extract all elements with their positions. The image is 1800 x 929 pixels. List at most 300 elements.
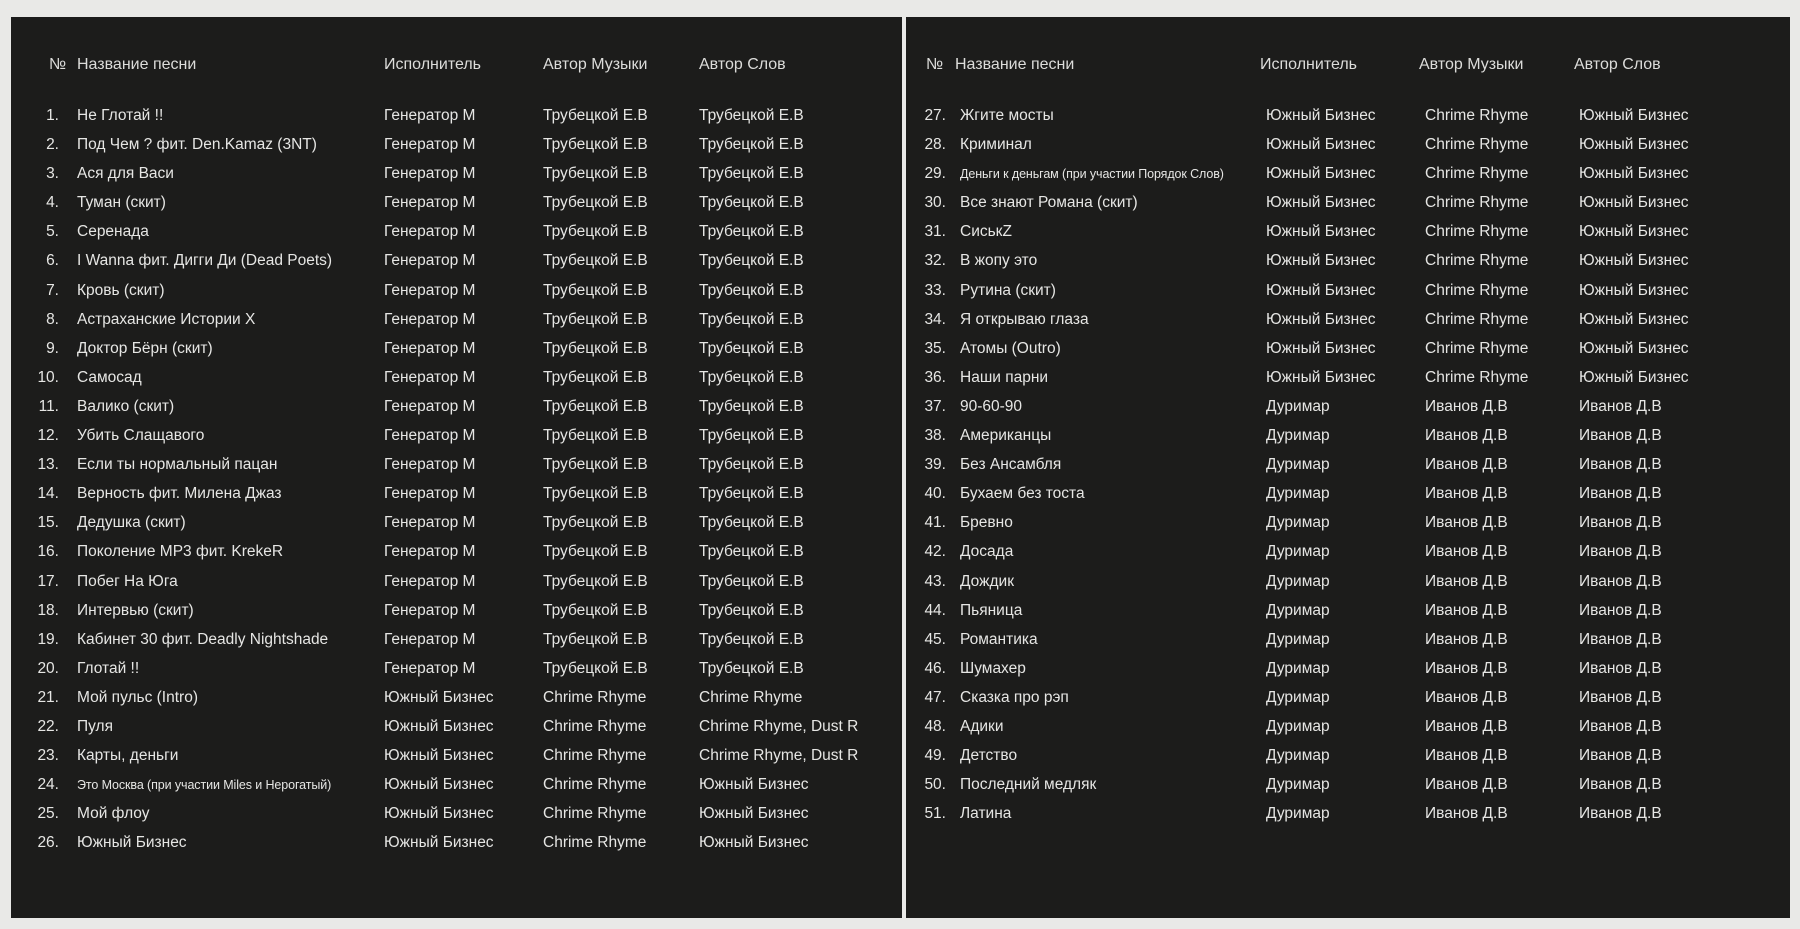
track-music-author: Иванов Д.В xyxy=(1425,397,1508,415)
header-number: № xyxy=(926,56,944,73)
track-lyrics-author: Южный Бизнес xyxy=(699,805,809,823)
track-number: 35. xyxy=(924,339,946,357)
track-row xyxy=(11,193,902,222)
track-lyrics-author: Трубецкой Е.В xyxy=(699,281,804,299)
track-music-author: Chrime Rhyme xyxy=(1425,107,1529,124)
track-row xyxy=(11,542,902,571)
track-row xyxy=(11,455,902,484)
track-music-author: Иванов Д.В xyxy=(1425,427,1508,445)
track-lyrics-author: Трубецкой Е.В xyxy=(699,194,804,212)
track-row xyxy=(11,717,902,746)
track-number: 16. xyxy=(37,543,59,561)
track-title: Дождик xyxy=(960,572,1014,590)
track-title: Я открываю глаза xyxy=(960,310,1089,328)
track-artist: Дуримар xyxy=(1266,717,1330,735)
track-title: Бухаем без тоста xyxy=(960,485,1085,503)
track-lyrics-author: Трубецкой Е.В xyxy=(699,107,804,124)
track-row xyxy=(906,281,1790,310)
track-number: 49. xyxy=(924,747,946,765)
track-music-author: Chrime Rhyme xyxy=(1425,281,1529,299)
track-title: Криминал xyxy=(960,136,1032,154)
track-artist: Южный Бизнес xyxy=(1266,194,1376,212)
track-number: 10. xyxy=(37,368,59,386)
track-music-author: Chrime Rhyme xyxy=(543,805,647,823)
track-title: Дедушка (скит) xyxy=(77,514,186,532)
track-lyrics-author: Трубецкой Е.В xyxy=(699,368,804,386)
track-title: Доктор Бёрн (скит) xyxy=(77,339,213,357)
track-artist: Южный Бизнес xyxy=(1266,136,1376,154)
track-title: Мой флоу xyxy=(77,805,150,823)
track-lyrics-author: Трубецкой Е.В xyxy=(699,339,804,357)
track-row xyxy=(906,106,1790,135)
track-title: Под Чем ? фит. Den.Kamaz (3NT) xyxy=(77,136,317,154)
track-row xyxy=(11,775,902,804)
track-title: Побег На Юга xyxy=(77,572,178,590)
track-number: 45. xyxy=(924,630,946,648)
track-row xyxy=(11,281,902,310)
track-number: 38. xyxy=(924,427,946,445)
track-music-author: Трубецкой Е.В xyxy=(543,630,648,648)
track-artist: Южный Бизнес xyxy=(1266,223,1376,241)
track-row xyxy=(11,630,902,659)
track-music-author: Chrime Rhyme xyxy=(543,688,647,706)
track-row xyxy=(906,251,1790,280)
track-row xyxy=(11,833,902,862)
track-artist: Южный Бизнес xyxy=(1266,368,1376,386)
track-number: 19. xyxy=(37,630,59,648)
track-music-author: Chrime Rhyme xyxy=(1425,252,1529,270)
track-music-author: Chrime Rhyme xyxy=(1425,368,1529,386)
track-lyrics-author: Иванов Д.В xyxy=(1579,659,1662,677)
track-row xyxy=(906,339,1790,368)
track-artist: Генератор М xyxy=(384,368,476,386)
track-lyrics-author: Иванов Д.В xyxy=(1579,572,1662,590)
track-music-author: Трубецкой Е.В xyxy=(543,427,648,445)
track-artist: Дуримар xyxy=(1266,485,1330,503)
track-artist: Генератор М xyxy=(384,397,476,415)
track-artist: Южный Бизнес xyxy=(384,776,494,794)
track-number: 40. xyxy=(924,485,946,503)
track-artist: Генератор М xyxy=(384,194,476,212)
track-lyrics-author: Южный Бизнес xyxy=(1579,368,1689,386)
track-music-author: Chrime Rhyme xyxy=(543,747,647,765)
track-row xyxy=(906,455,1790,484)
track-music-author: Chrime Rhyme xyxy=(1425,223,1529,241)
track-music-author: Трубецкой Е.В xyxy=(543,339,648,357)
track-artist: Южный Бизнес xyxy=(1266,339,1376,357)
track-title: Латина xyxy=(960,805,1012,823)
track-number: 39. xyxy=(924,456,946,474)
track-lyrics-author: Иванов Д.В xyxy=(1579,514,1662,532)
track-number: 1. xyxy=(46,107,59,124)
track-music-author: Трубецкой Е.В xyxy=(543,165,648,183)
track-title: Самосад xyxy=(77,368,142,386)
track-artist: Южный Бизнес xyxy=(1266,281,1376,299)
track-music-author: Трубецкой Е.В xyxy=(543,107,648,124)
track-lyrics-author: Южный Бизнес xyxy=(699,776,809,794)
track-number: 20. xyxy=(37,659,59,677)
track-artist: Дуримар xyxy=(1266,630,1330,648)
track-music-author: Chrime Rhyme xyxy=(543,776,647,794)
track-row xyxy=(906,164,1790,193)
track-artist: Генератор М xyxy=(384,136,476,154)
track-lyrics-author: Иванов Д.В xyxy=(1579,805,1662,823)
track-number: 41. xyxy=(924,514,946,532)
track-title: Убить Слащавого xyxy=(77,427,205,445)
track-number: 50. xyxy=(924,776,946,794)
track-artist: Дуримар xyxy=(1266,514,1330,532)
track-lyrics-author: Иванов Д.В xyxy=(1579,456,1662,474)
track-number: 51. xyxy=(924,805,946,823)
track-lyrics-author: Chrime Rhyme, Dust R xyxy=(699,717,859,735)
track-row xyxy=(11,659,902,688)
track-row xyxy=(11,339,902,368)
track-artist: Южный Бизнес xyxy=(384,717,494,735)
header-song-title: Название песни xyxy=(77,56,197,73)
track-row xyxy=(11,484,902,513)
track-artist: Дуримар xyxy=(1266,805,1330,823)
track-title: Сказка про рэп xyxy=(960,688,1069,706)
track-lyrics-author: Chrime Rhyme, Dust R xyxy=(699,747,859,765)
track-row xyxy=(906,426,1790,455)
track-lyrics-author: Иванов Д.В xyxy=(1579,717,1662,735)
track-row xyxy=(11,397,902,426)
track-number: 2. xyxy=(46,136,59,154)
track-lyrics-author: Иванов Д.В xyxy=(1579,543,1662,561)
track-music-author: Иванов Д.В xyxy=(1425,776,1508,794)
track-title: Романтика xyxy=(960,630,1038,648)
track-row xyxy=(11,513,902,542)
track-lyrics-author: Южный Бизнес xyxy=(1579,281,1689,299)
track-number: 22. xyxy=(37,717,59,735)
track-lyrics-author: Трубецкой Е.В xyxy=(699,310,804,328)
track-lyrics-author: Иванов Д.В xyxy=(1579,630,1662,648)
track-number: 15. xyxy=(37,514,59,532)
track-lyrics-author: Трубецкой Е.В xyxy=(699,572,804,590)
track-lyrics-author: Трубецкой Е.В xyxy=(699,514,804,532)
header-music-author: Автор Музыки xyxy=(1419,56,1524,73)
track-number: 18. xyxy=(37,601,59,619)
track-row xyxy=(11,368,902,397)
track-number: 37. xyxy=(924,397,946,415)
track-row xyxy=(906,775,1790,804)
track-title: Если ты нормальный пацан xyxy=(77,456,278,474)
track-music-author: Трубецкой Е.В xyxy=(543,194,648,212)
track-music-author: Иванов Д.В xyxy=(1425,688,1508,706)
track-row xyxy=(906,601,1790,630)
track-number: 32. xyxy=(924,252,946,270)
track-title: Туман (скит) xyxy=(77,194,166,212)
track-row xyxy=(11,688,902,717)
track-number: 4. xyxy=(46,194,59,212)
track-artist: Дуримар xyxy=(1266,776,1330,794)
track-number: 27. xyxy=(924,107,946,124)
track-music-author: Трубецкой Е.В xyxy=(543,368,648,386)
track-artist: Генератор М xyxy=(384,543,476,561)
track-music-author: Трубецкой Е.В xyxy=(543,223,648,241)
track-number: 24. xyxy=(37,776,59,794)
track-row xyxy=(11,746,902,775)
track-artist: Южный Бизнес xyxy=(384,688,494,706)
track-row xyxy=(906,222,1790,251)
track-title: Последний медляк xyxy=(960,776,1097,794)
header-artist: Исполнитель xyxy=(384,56,482,73)
track-title: Верность фит. Милена Джаз xyxy=(77,485,282,503)
track-lyrics-author: Иванов Д.В xyxy=(1579,747,1662,765)
track-music-author: Иванов Д.В xyxy=(1425,514,1508,532)
track-music-author: Chrime Rhyme xyxy=(1425,194,1529,212)
track-artist: Дуримар xyxy=(1266,543,1330,561)
track-artist: Дуримар xyxy=(1266,456,1330,474)
header-lyrics-author: Автор Слов xyxy=(1574,56,1661,73)
track-lyrics-author: Chrime Rhyme xyxy=(699,688,803,706)
track-title: Карты, деньги xyxy=(77,747,179,765)
track-row xyxy=(906,542,1790,571)
header-song-title: Название песни xyxy=(955,56,1075,73)
track-number: 33. xyxy=(924,281,946,299)
track-title: В жопу это xyxy=(960,252,1038,270)
track-artist: Генератор М xyxy=(384,485,476,503)
track-number: 34. xyxy=(924,310,946,328)
track-artist: Дуримар xyxy=(1266,688,1330,706)
track-music-author: Иванов Д.В xyxy=(1425,747,1508,765)
track-lyrics-author: Трубецкой Е.В xyxy=(699,456,804,474)
track-artist: Южный Бизнес xyxy=(1266,252,1376,270)
track-row xyxy=(906,630,1790,659)
track-lyrics-author: Трубецкой Е.В xyxy=(699,223,804,241)
track-artist: Южный Бизнес xyxy=(1266,165,1376,183)
track-music-author: Chrime Rhyme xyxy=(1425,165,1529,183)
track-music-author: Трубецкой Е.В xyxy=(543,485,648,503)
track-lyrics-author: Трубецкой Е.В xyxy=(699,543,804,561)
track-artist: Генератор М xyxy=(384,572,476,590)
track-number: 7. xyxy=(46,281,59,299)
track-lyrics-author: Трубецкой Е.В xyxy=(699,252,804,270)
track-number: 46. xyxy=(924,659,946,677)
track-lyrics-author: Южный Бизнес xyxy=(1579,223,1689,241)
track-title: Без Ансамбля xyxy=(960,456,1062,474)
track-artist: Дуримар xyxy=(1266,601,1330,619)
track-number: 25. xyxy=(37,805,59,823)
track-row xyxy=(906,484,1790,513)
track-music-author: Chrime Rhyme xyxy=(1425,339,1529,357)
track-music-author: Иванов Д.В xyxy=(1425,543,1508,561)
track-row xyxy=(906,193,1790,222)
track-artist: Дуримар xyxy=(1266,397,1330,415)
track-title: Мой пульс (Intro) xyxy=(77,688,198,706)
track-artist: Дуримар xyxy=(1266,572,1330,590)
track-number: 11. xyxy=(38,397,59,415)
track-title: Ася для Васи xyxy=(77,165,174,183)
booklet-right-page xyxy=(906,17,1790,918)
track-row xyxy=(906,746,1790,775)
track-title: Детство xyxy=(960,747,1018,765)
track-music-author: Иванов Д.В xyxy=(1425,456,1508,474)
track-artist: Генератор М xyxy=(384,281,476,299)
track-artist: Южный Бизнес xyxy=(1266,107,1376,124)
track-music-author: Трубецкой Е.В xyxy=(543,514,648,532)
track-row xyxy=(11,310,902,339)
track-artist: Дуримар xyxy=(1266,659,1330,677)
track-title: Это Москва (при участии Miles и Нерогатый) xyxy=(77,778,332,793)
track-artist: Генератор М xyxy=(384,659,476,677)
track-number: 9. xyxy=(46,339,59,357)
track-artist: Генератор М xyxy=(384,427,476,445)
track-row xyxy=(11,601,902,630)
track-row xyxy=(906,513,1790,542)
track-number: 30. xyxy=(924,194,946,212)
track-lyrics-author: Иванов Д.В xyxy=(1579,601,1662,619)
track-title: Атомы (Outro) xyxy=(960,339,1061,357)
track-lyrics-author: Южный Бизнес xyxy=(1579,194,1689,212)
track-music-author: Трубецкой Е.В xyxy=(543,252,648,270)
track-music-author: Иванов Д.В xyxy=(1425,572,1508,590)
track-row xyxy=(906,572,1790,601)
track-number: 44. xyxy=(924,601,946,619)
track-music-author: Иванов Д.В xyxy=(1425,659,1508,677)
track-lyrics-author: Южный Бизнес xyxy=(1579,310,1689,328)
track-row xyxy=(906,310,1790,339)
track-music-author: Трубецкой Е.В xyxy=(543,281,648,299)
column-headers xyxy=(11,55,902,79)
track-title: Глотай !! xyxy=(77,659,140,677)
booklet-left-page xyxy=(11,17,902,918)
track-title: Все знают Романа (скит) xyxy=(960,194,1138,212)
track-title: Серенада xyxy=(77,223,149,241)
track-number: 14. xyxy=(37,485,59,503)
track-number: 3. xyxy=(46,165,59,183)
track-music-author: Трубецкой Е.В xyxy=(543,543,648,561)
track-lyrics-author: Южный Бизнес xyxy=(1579,252,1689,270)
track-title: СиськZ xyxy=(960,223,1012,241)
track-artist: Дуримар xyxy=(1266,747,1330,765)
column-headers xyxy=(906,55,1790,79)
track-artist: Генератор М xyxy=(384,456,476,474)
track-number: 47. xyxy=(924,688,946,706)
track-number: 43. xyxy=(924,572,946,590)
track-row xyxy=(11,426,902,455)
header-music-author: Автор Музыки xyxy=(543,56,648,73)
track-artist: Южный Бизнес xyxy=(384,747,494,765)
track-lyrics-author: Трубецкой Е.В xyxy=(699,136,804,154)
track-lyrics-author: Трубецкой Е.В xyxy=(699,397,804,415)
track-lyrics-author: Иванов Д.В xyxy=(1579,688,1662,706)
track-row xyxy=(11,164,902,193)
track-music-author: Трубецкой Е.В xyxy=(543,456,648,474)
track-number: 17. xyxy=(37,572,59,590)
track-row xyxy=(906,688,1790,717)
track-artist: Генератор М xyxy=(384,223,476,241)
track-lyrics-author: Иванов Д.В xyxy=(1579,397,1662,415)
track-artist: Генератор М xyxy=(384,252,476,270)
track-row xyxy=(906,659,1790,688)
track-music-author: Chrime Rhyme xyxy=(543,834,647,852)
track-music-author: Иванов Д.В xyxy=(1425,601,1508,619)
track-title: I Wanna фит. Дигги Ди (Dead Poets) xyxy=(77,252,333,270)
track-artist: Генератор М xyxy=(384,310,476,328)
track-number: 5. xyxy=(46,223,59,241)
track-row xyxy=(906,717,1790,746)
track-artist: Генератор М xyxy=(384,630,476,648)
track-lyrics-author: Южный Бизнес xyxy=(1579,339,1689,357)
track-music-author: Трубецкой Е.В xyxy=(543,572,648,590)
track-row xyxy=(906,397,1790,426)
track-number: 36. xyxy=(924,368,946,386)
track-artist: Генератор М xyxy=(384,165,476,183)
track-lyrics-author: Иванов Д.В xyxy=(1579,776,1662,794)
track-title: Кровь (скит) xyxy=(77,281,165,299)
track-row xyxy=(11,572,902,601)
header-lyrics-author: Автор Слов xyxy=(699,56,786,73)
track-number: 29. xyxy=(924,165,946,183)
track-list-left xyxy=(11,106,902,862)
track-artist: Генератор М xyxy=(384,339,476,357)
track-music-author: Иванов Д.В xyxy=(1425,630,1508,648)
track-artist: Генератор М xyxy=(384,107,476,124)
track-artist: Дуримар xyxy=(1266,427,1330,445)
track-number: 8. xyxy=(46,310,59,328)
track-music-author: Chrime Rhyme xyxy=(1425,136,1529,154)
track-title: Шумахер xyxy=(960,659,1026,677)
track-number: 26. xyxy=(37,834,59,852)
track-music-author: Трубецкой Е.В xyxy=(543,601,648,619)
track-title: Астраханские Истории Х xyxy=(77,310,256,328)
track-list-right xyxy=(906,106,1790,833)
track-title: Не Глотай !! xyxy=(77,107,164,124)
track-title: Наши парни xyxy=(960,368,1049,386)
track-title: 90-60-90 xyxy=(960,397,1023,415)
track-lyrics-author: Иванов Д.В xyxy=(1579,427,1662,445)
track-title: Пьяница xyxy=(960,601,1023,619)
track-lyrics-author: Южный Бизнес xyxy=(1579,165,1689,183)
track-title: Поколение МР3 фит. KrekeR xyxy=(77,543,284,561)
track-title: Деньги к деньгам (при участии Порядок Слов) xyxy=(960,167,1224,182)
track-title: Жгите мосты xyxy=(960,107,1054,124)
track-row xyxy=(11,135,902,164)
track-row xyxy=(906,804,1790,833)
track-number: 31. xyxy=(924,223,946,241)
track-number: 23. xyxy=(37,747,59,765)
track-title: Кабинет 30 фит. Deadly Nightshade xyxy=(77,630,329,648)
track-artist: Южный Бизнес xyxy=(384,834,494,852)
track-artist: Южный Бизнес xyxy=(384,805,494,823)
track-artist: Генератор М xyxy=(384,514,476,532)
header-number: № xyxy=(49,56,67,73)
track-artist: Южный Бизнес xyxy=(1266,310,1376,328)
track-lyrics-author: Иванов Д.В xyxy=(1579,485,1662,503)
track-number: 48. xyxy=(924,717,946,735)
track-music-author: Chrime Rhyme xyxy=(1425,310,1529,328)
track-title: Досада xyxy=(960,543,1014,561)
track-music-author: Иванов Д.В xyxy=(1425,805,1508,823)
track-number: 6. xyxy=(46,252,59,270)
track-row xyxy=(11,251,902,280)
track-title: Бревно xyxy=(960,514,1013,532)
track-lyrics-author: Трубецкой Е.В xyxy=(699,659,804,677)
track-title: Рутина (скит) xyxy=(960,281,1056,299)
track-music-author: Трубецкой Е.В xyxy=(543,136,648,154)
track-number: 13. xyxy=(37,456,59,474)
track-music-author: Chrime Rhyme xyxy=(543,717,647,735)
track-number: 21. xyxy=(37,688,59,706)
track-number: 12. xyxy=(37,427,59,445)
track-title: Американцы xyxy=(960,427,1052,445)
track-row xyxy=(906,368,1790,397)
track-title: Южный Бизнес xyxy=(77,834,187,852)
track-music-author: Иванов Д.В xyxy=(1425,485,1508,503)
track-lyrics-author: Трубецкой Е.В xyxy=(699,630,804,648)
track-lyrics-author: Трубецкой Е.В xyxy=(699,485,804,503)
